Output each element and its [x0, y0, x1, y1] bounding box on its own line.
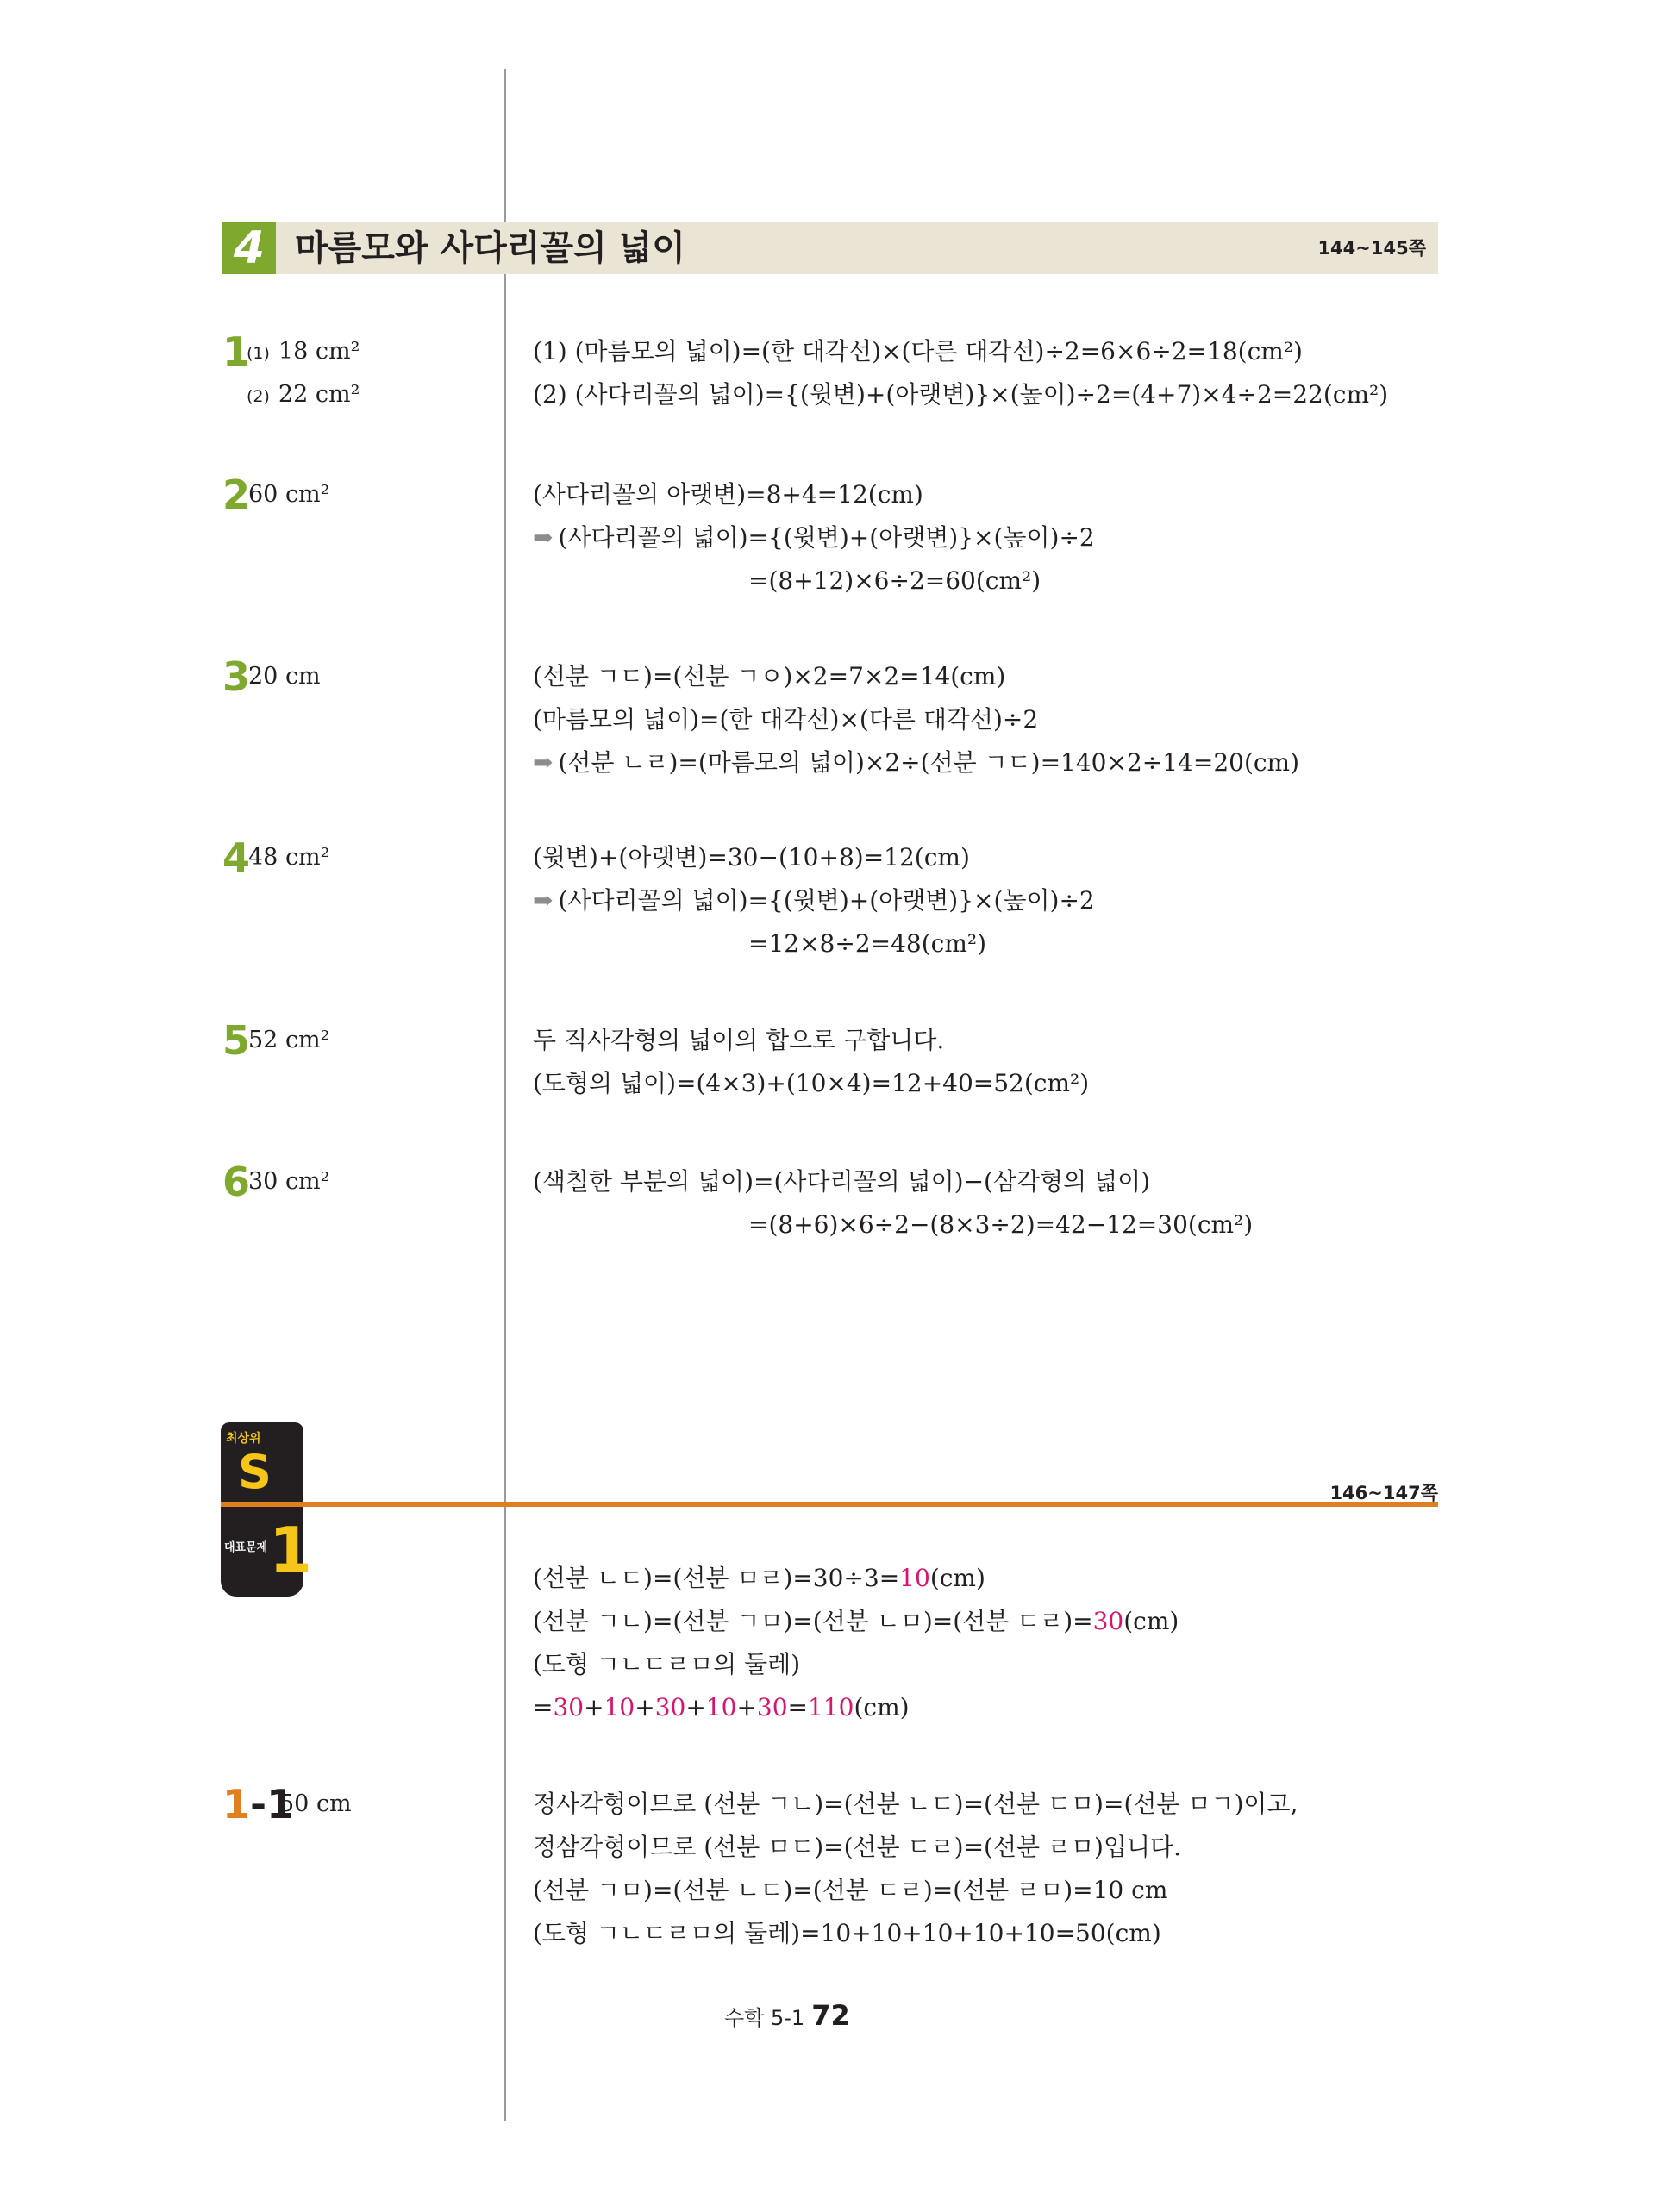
center-divider	[504, 69, 506, 2121]
problem-number: 1	[222, 328, 251, 375]
solution-2	[533, 473, 1095, 603]
solution-line: (선분 ㄱㄴ)=(선분 ㄱㅁ)=(선분 ㄴㅁ)=(선분 ㄷㄹ)=30(cm)	[533, 1607, 1179, 1635]
solution-3	[533, 655, 1299, 784]
representative-solution	[533, 1557, 1179, 1729]
solution-line: 두 직사각형의 넓이의 합으로 구합니다.	[533, 1026, 945, 1054]
section-divider	[221, 1502, 1438, 1507]
solution-line: =12×8÷2=48(cm²)	[748, 929, 987, 958]
solution-line: ➡ (사다리꼴의 넓이)={(윗변)+(아랫변)}×(높이)÷2	[533, 886, 1095, 915]
solution-line: (윗변)+(아랫변)=30−(10+8)=12(cm)	[533, 843, 970, 872]
book-title: 수학 5-1	[724, 2006, 805, 2030]
problem-answer: 30 cm²	[248, 1168, 330, 1195]
solution-1	[533, 330, 1388, 416]
solution-line: (색칠한 부분의 넓이)=(사다리꼴의 넓이)−(삼각형의 넓이)	[533, 1167, 1151, 1196]
problem-number: 4	[222, 834, 251, 881]
solution-line: (선분 ㄱㄷ)=(선분 ㄱㅇ)×2=7×2=14(cm)	[533, 662, 1006, 690]
problem-number: 1-1	[222, 1781, 295, 1828]
solution-line: (2) (사다리꼴의 넓이)={(윗변)+(아랫변)}×(높이)÷2=(4+7)×4÷2=22(cm²)	[533, 380, 1389, 409]
solution-line: ➡ (사다리꼴의 넓이)={(윗변)+(아랫변)}×(높이)÷2	[533, 523, 1095, 552]
right-arrow-icon: ➡	[533, 523, 554, 552]
solution-line: 정삼각형이므로 (선분 ㅁㄷ)=(선분 ㄷㄹ)=(선분 ㄹㅁ)입니다.	[533, 1833, 1182, 1861]
badge-letter: S	[238, 1445, 272, 1499]
challenge-pages: 146~147쪽	[1329, 1483, 1438, 1503]
problem-number: 3	[222, 653, 251, 700]
solution-line: =(8+12)×6÷2=60(cm²)	[748, 566, 1041, 595]
page-number: 72	[811, 1999, 850, 2032]
solution-1-1	[533, 1783, 1298, 1955]
problem-answer: 48 cm²	[248, 844, 330, 871]
solution-line: (도형 ㄱㄴㄷㄹㅁ의 둘레)=10+10+10+10+10=50(cm)	[533, 1919, 1161, 1947]
right-arrow-icon: ➡	[533, 886, 554, 915]
page-footer	[724, 1998, 850, 2035]
solution-line: (선분 ㄱㅁ)=(선분 ㄴㄷ)=(선분 ㄷㄹ)=(선분 ㄹㅁ)=10 cm	[533, 1876, 1168, 1904]
representative-problem-tab	[221, 1507, 313, 1597]
problem-answer: (2) 22 cm²	[247, 381, 360, 408]
badge-label: 최상위	[226, 1432, 261, 1446]
solution-6	[533, 1160, 1253, 1247]
right-arrow-icon: ➡	[533, 748, 554, 777]
section-pages: 144~145쪽	[1317, 238, 1426, 259]
solution-line: (마름모의 넓이)=(한 대각선)×(다른 대각선)÷2	[533, 705, 1039, 734]
rep-number: 1	[269, 1514, 313, 1586]
problem-number: 6	[222, 1159, 251, 1205]
challenge-badge	[221, 1422, 303, 1505]
problem-number: 2	[222, 472, 251, 518]
problem-answer: 20 cm	[248, 663, 321, 690]
problem-answer: 60 cm²	[248, 481, 330, 508]
problem-answer: (1) 18 cm²	[247, 338, 360, 365]
solution-line: (사다리꼴의 아랫변)=8+4=12(cm)	[533, 480, 923, 509]
problem-answer: 50 cm	[279, 1790, 352, 1817]
solution-line: (선분 ㄴㄷ)=(선분 ㅁㄹ)=30÷3=10(cm)	[533, 1564, 985, 1592]
section-title: 마름모와 사다리꼴의 넓이	[295, 228, 685, 268]
section-number: 4	[222, 222, 276, 274]
problem-number: 5	[222, 1017, 251, 1064]
solution-line: =(8+6)×6÷2−(8×3÷2)=42−12=30(cm²)	[748, 1210, 1254, 1239]
solution-5	[533, 1019, 1089, 1105]
solution-line: (도형의 넓이)=(4×3)+(10×4)=12+40=52(cm²)	[533, 1069, 1090, 1097]
solution-line: =30+10+30+10+30=110(cm)	[533, 1693, 910, 1721]
problem-answer: 52 cm²	[248, 1027, 330, 1053]
solution-line: 정사각형이므로 (선분 ㄱㄴ)=(선분 ㄴㄷ)=(선분 ㄷㅁ)=(선분 ㅁㄱ)이고,	[533, 1790, 1298, 1818]
solution-line: (도형 ㄱㄴㄷㄹㅁ의 둘레)	[533, 1650, 801, 1678]
solution-4	[533, 836, 1095, 965]
rep-label: 대표문제	[224, 1541, 268, 1554]
section-header	[222, 222, 1438, 274]
solution-line: ➡ (선분 ㄴㄹ)=(마름모의 넓이)×2÷(선분 ㄱㄷ)=140×2÷14=20(cm)	[533, 748, 1300, 777]
solution-line: (1) (마름모의 넓이)=(한 대각선)×(다른 대각선)÷2=6×6÷2=18(cm²)	[533, 337, 1303, 366]
